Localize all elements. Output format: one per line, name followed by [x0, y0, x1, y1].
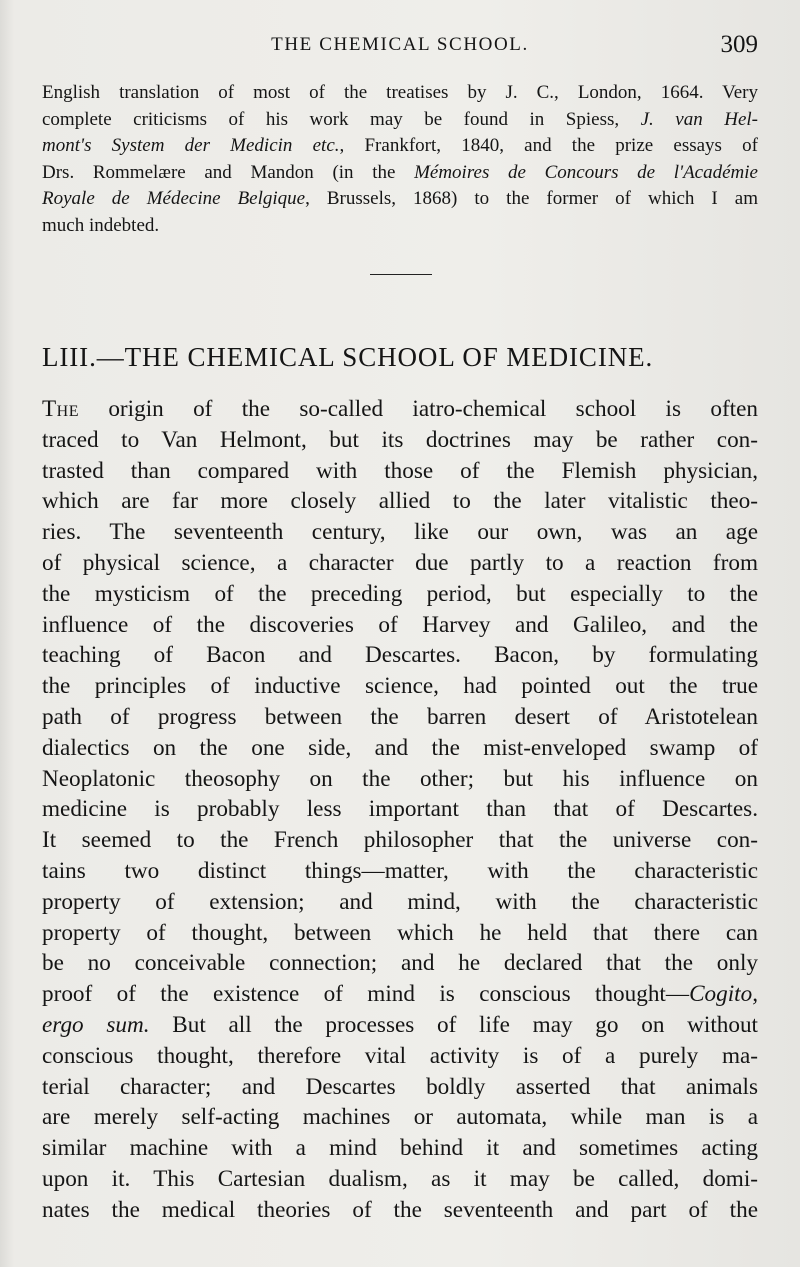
- footnote-line: [42, 213, 758, 240]
- body-line: [42, 425, 758, 456]
- body-text: nates the medical theories of the seventeenth and part of the: [42, 1196, 758, 1223]
- footnote-line: [42, 80, 758, 107]
- page-number: 309: [720, 31, 758, 58]
- body-line: [42, 918, 758, 949]
- section-heading: LIII.—THE CHEMICAL SCHOOL OF MEDICINE.: [42, 342, 654, 372]
- body-text: which are far more closely allied to the later vitalistic theo-: [42, 488, 758, 515]
- body-line: [42, 794, 758, 825]
- body-line: [42, 486, 758, 517]
- body-text: are merely self-acting machines or automata, while man is a: [42, 1104, 758, 1131]
- body-text: be no conceivable connection; and he declared that the only: [42, 950, 758, 977]
- footnote-text: much indebted.: [42, 214, 160, 236]
- body-line: [42, 979, 758, 1010]
- body-text: conscious thought, therefore vital activity is of a purely ma-: [42, 1042, 758, 1069]
- footnote-text: English translation of most of the treatises by J. C., London, 1664. Very: [42, 82, 758, 103]
- body-line: [42, 1133, 758, 1164]
- body-text: property of thought, between which he held that there can: [42, 919, 758, 946]
- body-text: medicine is probably less important than that of Descartes.: [42, 796, 758, 823]
- body-text: origin of the so-called iatro-chemical school is often: [79, 396, 758, 422]
- body-line: [42, 856, 758, 887]
- body-text: teaching of Bacon and Descartes. Bacon, by formulating: [42, 642, 758, 669]
- body-text: The: [42, 396, 79, 422]
- body-text: dialectics on the one side, and the mist-enveloped swamp of: [42, 734, 758, 761]
- body-line: [42, 887, 758, 918]
- footnote: [42, 80, 758, 239]
- body-line: [42, 394, 758, 425]
- body-line: [42, 1102, 758, 1133]
- footnote-text: , Frankfort, 1840, and the prize essays of: [339, 135, 758, 156]
- body-line: [42, 456, 758, 487]
- footnote-text: Mémoires de Concours de l'Académie: [414, 161, 758, 183]
- body-line: [42, 764, 758, 795]
- body-text: But all the processes of life may go on without: [149, 1011, 758, 1038]
- footnote-text: Drs. Rommelære and Mandon (in the: [42, 161, 415, 183]
- body-line: [42, 1010, 758, 1041]
- section-divider: [370, 274, 432, 275]
- body-line: [42, 671, 758, 702]
- body-line: [42, 579, 758, 610]
- running-head: [40, 32, 760, 60]
- body-text: Cogito,: [689, 981, 758, 1008]
- body-text: the principles of inductive science, had pointed out the true: [42, 673, 758, 700]
- running-title: THE CHEMICAL SCHOOL.: [271, 34, 529, 55]
- footnote-line: [42, 160, 758, 187]
- body-text: path of progress between the barren desert of Aristotelean: [42, 703, 758, 730]
- footnote-line: [42, 186, 758, 213]
- body-text: terial character; and Descartes boldly asserted that animals: [42, 1073, 758, 1100]
- body-text: similar machine with a mind behind it and sometimes acting: [42, 1135, 758, 1162]
- footnote-text: complete criticisms of his work may be found in Spiess,: [42, 108, 641, 130]
- body-text: property of extension; and mind, with the characteristic: [42, 888, 758, 915]
- footnote-text: mont's System der Medicin etc.: [42, 135, 340, 156]
- body-text: It seemed to the French philosopher that the universe con-: [42, 827, 758, 854]
- body-line: [42, 1164, 758, 1195]
- body-text: of physical science, a character due partly to a reaction from: [42, 549, 758, 576]
- body-line: [42, 610, 758, 641]
- body-line: [42, 1195, 758, 1226]
- body-text: tains two distinct things—matter, with the characteristic: [42, 857, 758, 884]
- body-line: [42, 825, 758, 856]
- body-line: [42, 640, 758, 671]
- footnote-line: [42, 133, 758, 160]
- footnote-text: J. van Hel-: [640, 108, 758, 130]
- body-text: traced to Van Helmont, but its doctrines may be rather con-: [42, 426, 758, 453]
- body-line: [42, 517, 758, 548]
- body-line: [42, 733, 758, 764]
- body-line: [42, 1041, 758, 1072]
- footnote-text: Royale de Médecine Belgique: [42, 188, 306, 209]
- body-line: [42, 948, 758, 979]
- body-text: [42, 394, 758, 1226]
- body-line: [42, 548, 758, 579]
- body-text: upon it. This Cartesian dualism, as it may be called, domi-: [42, 1165, 758, 1192]
- body-text: trasted than compared with those of the Flemish physician,: [42, 457, 758, 484]
- footnote-line: [42, 107, 758, 134]
- body-text: proof of the existence of mind is conscious thought—: [42, 981, 690, 1008]
- body-text: the mysticism of the preceding period, but especially to the: [42, 580, 758, 607]
- body-text: Neoplatonic theosophy on the other; but his influence on: [42, 765, 758, 792]
- body-line: [42, 702, 758, 733]
- body-line: [42, 1072, 758, 1103]
- body-text: ries. The seventeenth century, like our own, was an age: [42, 519, 758, 546]
- body-text: influence of the discoveries of Harvey and Galileo, and the: [42, 611, 758, 638]
- footnote-text: , Brussels, 1868) to the former of which I am: [305, 188, 758, 209]
- body-text: ergo sum.: [42, 1011, 150, 1038]
